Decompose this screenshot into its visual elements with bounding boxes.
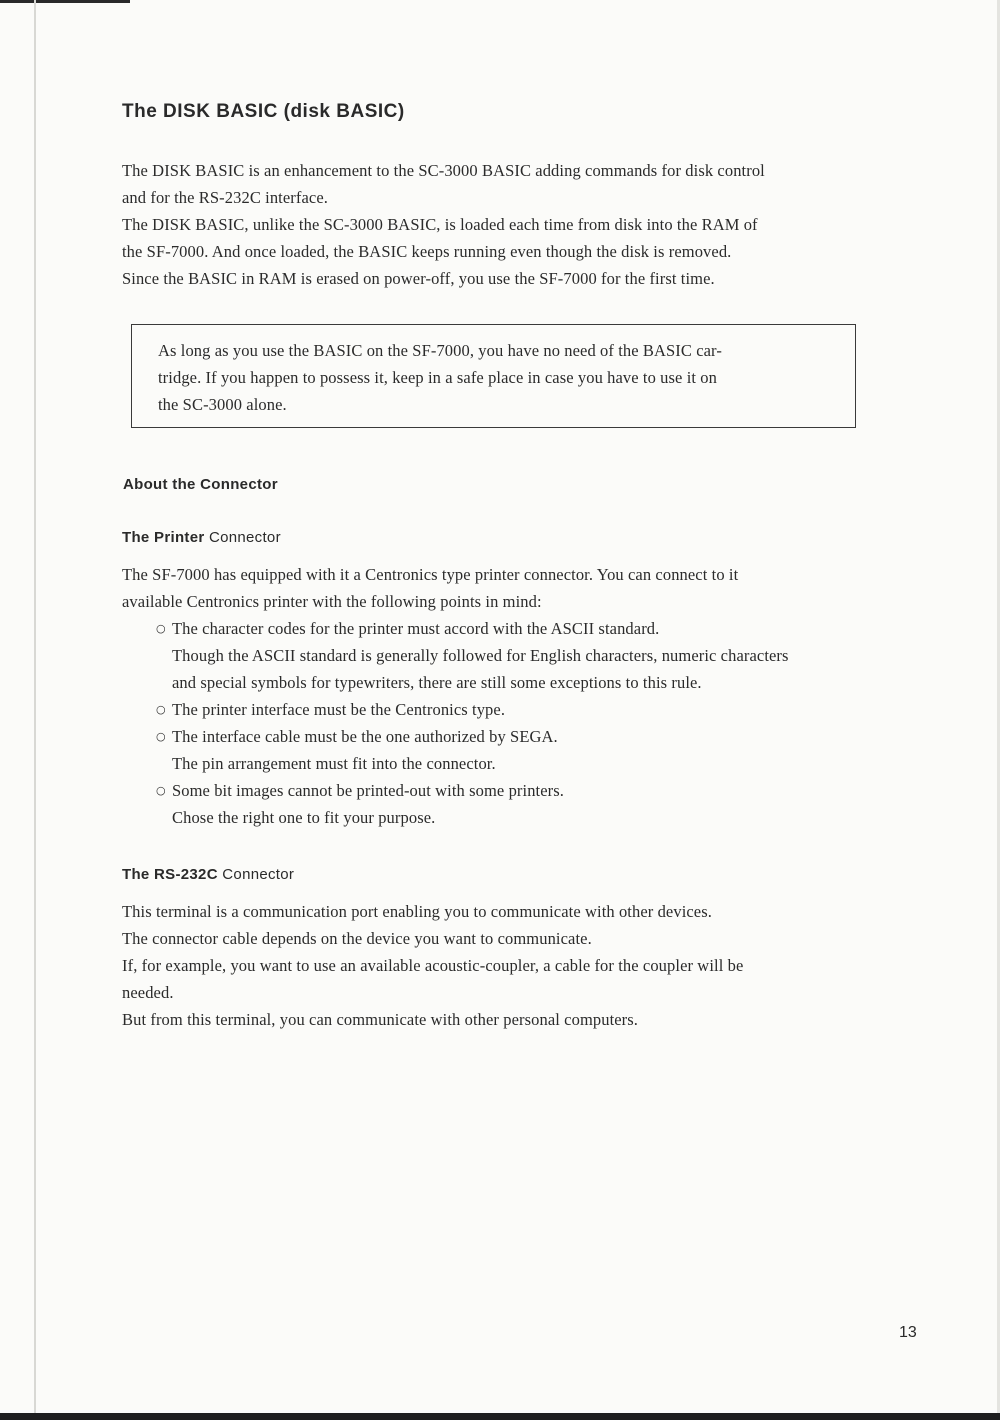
about-connector-heading: About the Connector [123, 476, 278, 493]
intro-paragraph [122, 157, 882, 292]
text-line: This terminal is a communication port enabling you to communicate with other devices. [122, 902, 712, 921]
text-line: tridge. If you happen to possess it, keep in a safe place in case you have to use it on [158, 368, 717, 387]
heading-rest: Connector [204, 529, 281, 546]
list-item [156, 723, 916, 750]
printer-paragraph [122, 561, 882, 615]
text-line: Since the BASIC in RAM is erased on power-off, you use the SF-7000 for the first time. [122, 269, 715, 288]
text-line: The DISK BASIC, unlike the SC-3000 BASIC, is loaded each time from disk into the RAM of [122, 215, 758, 234]
heading-rest: Connector [217, 866, 295, 883]
page-number: 13 [899, 1324, 917, 1341]
item-text: Some bit images cannot be printed-out with some printers. [172, 781, 564, 800]
circle-bullet-icon: ○ [156, 730, 166, 743]
printer-requirements-list [156, 615, 916, 831]
scan-edge-bottom [0, 1413, 1000, 1420]
item-detail: The pin arrangement must fit into the connector. [172, 754, 496, 773]
item-text: The character codes for the printer must accord with the ASCII standard. [172, 619, 660, 638]
text-line: The connector cable depends on the device you want to communicate. [122, 929, 592, 948]
note-box [131, 324, 856, 428]
note-paragraph [158, 337, 848, 418]
text-line: needed. [122, 983, 174, 1002]
list-item [156, 777, 916, 804]
item-text: The interface cable must be the one authorized by SEGA. [172, 727, 558, 746]
text-line: available Centronics printer with the following points in mind: [122, 592, 542, 611]
text-line: the SF-7000. And once loaded, the BASIC keeps running even though the disk is removed. [122, 242, 732, 261]
circle-bullet-icon: ○ [156, 703, 166, 716]
rs232c-connector-heading [122, 866, 294, 883]
list-item [156, 696, 916, 723]
text-line: The DISK BASIC is an enhancement to the SC-3000 BASIC adding commands for disk control [122, 161, 765, 180]
item-text: The printer interface must be the Centronics type. [172, 700, 506, 719]
list-item [156, 615, 916, 642]
item-detail: Chose the right one to fit your purpose. [172, 808, 436, 827]
section-title: The DISK BASIC (disk BASIC) [122, 101, 405, 122]
rs232c-paragraph [122, 898, 882, 1033]
scan-edge-top [0, 0, 130, 3]
text-line: If, for example, you want to use an available acoustic-coupler, a cable for the coupler will be [122, 956, 744, 975]
text-line: the SC-3000 alone. [158, 395, 287, 414]
text-line: and for the RS-232C interface. [122, 188, 328, 207]
heading-bold: The RS-232C [122, 866, 218, 883]
scan-edge-left [34, 0, 36, 1420]
item-detail: and special symbols for typewriters, there are still some exceptions to this rule. [172, 673, 702, 692]
item-detail: Though the ASCII standard is generally followed for English characters, numeric characters [172, 646, 789, 665]
circle-bullet-icon: ○ [156, 622, 166, 635]
text-line: But from this terminal, you can communicate with other personal computers. [122, 1010, 639, 1029]
circle-bullet-icon: ○ [156, 784, 166, 797]
printer-connector-heading [122, 529, 281, 546]
text-line: The SF-7000 has equipped with it a Centronics type printer connector. You can connect to it [122, 565, 739, 584]
heading-bold: The Printer [122, 529, 205, 546]
text-line: As long as you use the BASIC on the SF-7000, you have no need of the BASIC car- [158, 341, 722, 360]
